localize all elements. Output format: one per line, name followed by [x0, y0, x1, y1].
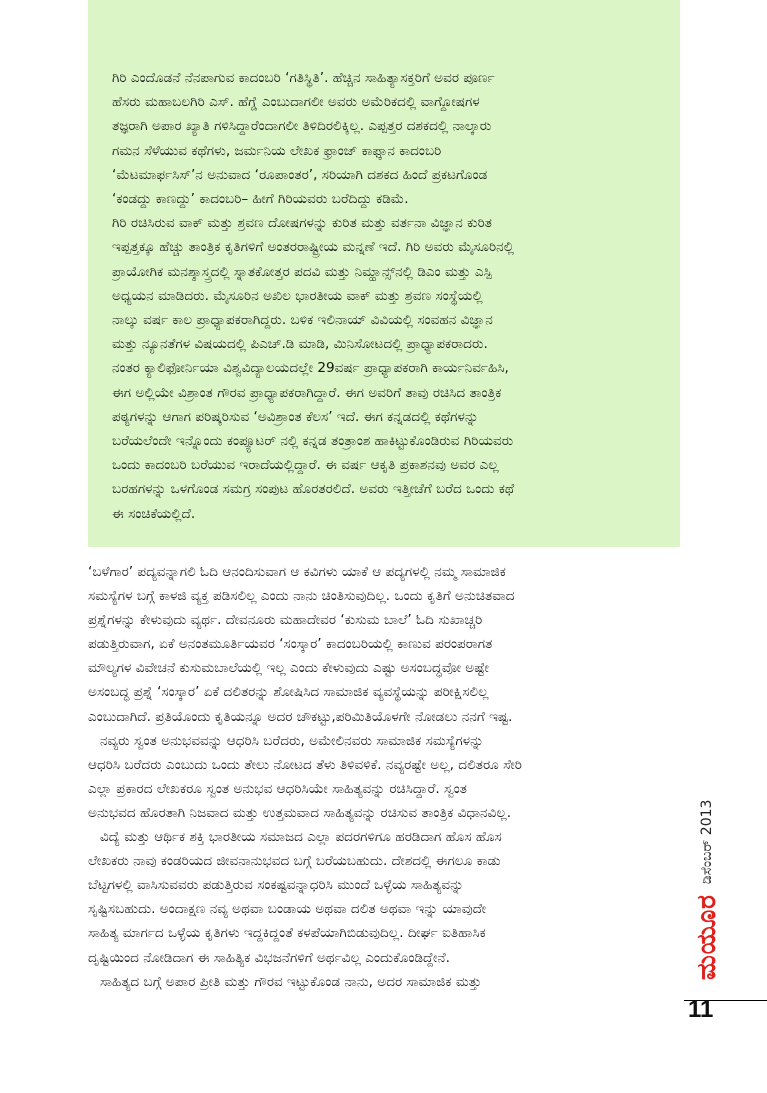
- sidebar-line: ಇಪ್ಪತ್ತಕ್ಕೂ ಹೆಚ್ಚು ತಾಂತ್ರಿಕ ಕೃತಿಗಳಿಗೆ ಅಂತರರಾಷ್ಟ್ರೀಯ ಮನ್ನಣೆ ಇದೆ. ಗಿರಿ ಅವರು ಮೈಸೂರಿನಲ್ಲಿ: [112, 239, 514, 256]
- magazine-logo: ಮಯೂರ: [691, 894, 722, 980]
- issue-date: ಡಿಸೆಂಬರ್ 2013: [699, 799, 715, 885]
- sidebar-line: ಹೆಸರು ಮಹಾಬಲಗಿರಿ ಎಸ್. ಹೆಗ್ಡೆ ಎಂಬುದಾಗಲೀ ಅವರು ಅಮೆರಿಕದಲ್ಲಿ ವಾಗ್ದೋಷಗಳ: [112, 94, 480, 111]
- body-line: ಆಧರಿಸಿ ಬರೆದರು ಎಂಬುದು ಒಂದು ತೇಲು ನೋಟದ ತೆಳು ತಿಳಿವಳಿಕೆ. ನವ್ಯರಷ್ಟೇ ಅಲ್ಲ, ದಲಿತರೂ ಸೇರಿ: [88, 756, 522, 773]
- body-line: ಅನುಭವದ ಹೊರತಾಗಿ ನಿಜವಾದ ಮತ್ತು ಉತ್ತಮವಾದ ಸಾಹಿತ್ಯವನ್ನು ರಚಿಸುವ ತಾಂತ್ರಿಕ ವಿಧಾನವಿಲ್ಲ.: [88, 804, 512, 821]
- sidebar-line: ಗಮನ ಸೆಳೆಯುವ ಕಥೆಗಳು, ಜರ್ಮನಿಯ ಲೇಖಕ ಫ್ರಾಂಜ್ ಕಾಫ್ಕಾನ ಕಾದಂಬರಿ: [112, 142, 442, 159]
- sidebar-line: ಬರೆಯಲೆಂದೇ ಇನ್ನೊಂದು ಕಂಪ್ಯೂಟರ್ ನಲ್ಲಿ ಕನ್ನಡ ತಂತ್ರಾಂಶ ಹಾಕಿಟ್ಟುಕೊಂಡಿರುವ ಗಿರಿಯವರು: [112, 433, 514, 450]
- body-paragraph: [88, 970, 684, 994]
- sidebar-line: ಬರಹಗಳನ್ನು ಒಳಗೊಂಡ ಸಮಗ್ರ ಸಂಪುಟ ಹೊರತರಲಿದೆ. ಅವರು ಇತ್ತೀಚೆಗೆ ಬರೆದ ಒಂದು ಕಥೆ: [112, 481, 515, 498]
- sidebar-line: ಅಧ್ಯಯನ ಮಾಡಿದರು. ಮೈಸೂರಿನ ಅಖಿಲ ಭಾರತೀಯ ವಾಕ್ ಮತ್ತು ಶ್ರವಣ ಸಂಸ್ಥೆಯಲ್ಲಿ: [112, 287, 483, 304]
- body-line: ಬೆಟ್ಟಗಳಲ್ಲಿ ವಾಸಿಸುವವರು ಪಡುತ್ತಿರುವ ಸಂಕಷ್ಟವನ್ನಾಧರಿಸಿ ಮುಂದೆ ಒಳ್ಳೆಯ ಸಾಹಿತ್ಯವನ್ನು: [88, 877, 464, 894]
- body-line: ನವ್ಯರು ಸ್ವಂತ ಅನುಭವವನ್ನು ಆಧರಿಸಿ ಬರೆದರು, ಅಮೇಲಿನವರು ಸಾಮಾಜಿಕ ಸಮಸ್ಯೆಗಳನ್ನು: [100, 732, 484, 749]
- page-number: 11: [688, 996, 714, 1023]
- body-line: ಸಾಹಿತ್ಯ ಮಾರ್ಗದ ಒಳ್ಳೆಯ ಕೃತಿಗಳು ಇದ್ದಕಿದ್ದಂತೆ ಕಳಪೆಯಾಗಿಬಿಡುವುದಿಲ್ಲ. ದೀರ್ಘ ಐತಿಹಾಸಿಕ: [88, 925, 486, 942]
- body-line: ಪ್ರಶ್ನೆಗಳನ್ನು ಕೇಳುವುದು ವ್ಯರ್ಥ. ದೇವನೂರು ಮಹಾದೇವರ ‘ಕುಸುಮ ಬಾಲೆ’ ಓದಿ ಸುಖಾಚ್ಚರಿ: [88, 612, 483, 629]
- body-line: ಸೃಷ್ಟಿಸಬಹುದು. ಅಂದಾಕ್ಷಣ ನವ್ಯ ಅಥವಾ ಬಂಡಾಯ ಅಥವಾ ದಲಿತ ಅಥವಾ ಇನ್ನು ಯಾವುದೇ: [88, 901, 487, 918]
- sidebar-box-text: [112, 66, 668, 526]
- body-paragraph: [88, 729, 684, 825]
- sidebar-line: ಗಿರಿ ರಚಿಸಿರುವ ವಾಕ್ ಮತ್ತು ಶ್ರವಣ ದೋಷಗಳನ್ನು ಕುರಿತ ಮತ್ತು ವರ್ತನಾ ವಿಜ್ಞಾನ ಕುರಿತ: [112, 215, 492, 232]
- body-line: ‘ಬಳೆಗಾರ’ ಪದ್ಯವನ್ನಾಗಲಿ ಓದಿ ಆನಂದಿಸುವಾಗ ಆ ಕವಿಗಳು ಯಾಕೆ ಆ ಪದ್ಯಗಳಲ್ಲಿ ನಮ್ಮ ಸಾಮಾಜಿಕ: [88, 564, 506, 580]
- body-line: ಅಸಂಬದ್ಧ ಪ್ರಶ್ನೆ ‘ಸಂಸ್ಕಾರ’ ಏಕೆ ದಲಿತರನ್ನು ಶೋಷಿಸಿದ ಸಾಮಾಜಿಕ ವ್ಯವಸ್ಥೆಯನ್ನು ಪರೀಕ್ಷಿಸಲಿಲ್ಲ: [88, 684, 489, 701]
- body-line: ಪಡುತ್ತಿರುವಾಗ, ಏಕೆ ಅನಂತಮೂರ್ತಿಯವರ ‘ಸಂಸ್ಕಾರ’ ಕಾದಂಬರಿಯಲ್ಲಿ ಕಾಣುವ ಪರಂಪರಾಗತ: [88, 636, 493, 653]
- article-body: [88, 560, 684, 994]
- sidebar-line: ಪಠ್ಯಗಳನ್ನು ಆಗಾಗ ಪರಿಷ್ಕರಿಸುವ ‘ಅವಿಶ್ರಾಂತ ಕೆಲಸ’ ಇದೆ. ಈಗ ಕನ್ನಡದಲ್ಲಿ ಕಥೆಗಳನ್ನು: [112, 408, 479, 425]
- sidebar-line: ತಜ್ಞರಾಗಿ ಅಪಾರ ಖ್ಯಾತಿ ಗಳಿಸಿದ್ದಾರೆಂದಾಗಲೀ ತಿಳಿದಿರಲಿಕ್ಕಿಲ್ಲ. ಎಪ್ಪತ್ತರ ದಶಕದಲ್ಲಿ ನಾಲ್ಕಾರು: [112, 118, 492, 135]
- body-line: ಸಾಹಿತ್ಯದ ಬಗ್ಗೆ ಅಪಾರ ಪ್ರೀತಿ ಮತ್ತು ಗೌರವ ಇಟ್ಟುಕೊಂಡ ನಾನು, ಅದರ ಸಾಮಾಜಿಕ ಮತ್ತು: [100, 973, 482, 990]
- body-line: ಎಂಬುದಾಗಿದೆ. ಪ್ರತಿಯೊಂದು ಕೃತಿಯನ್ನೂ ಅದರ ಚೌಕಟ್ಟು,ಪರಿಮಿತಿಯೊಳಗೇ ನೋಡಲು ನನಗೆ ಇಷ್ಟ.: [88, 708, 513, 725]
- sidebar-line: ನಾಲ್ಕು ವರ್ಷ ಕಾಲ ಪ್ರಾಧ್ಯಾಪಕರಾಗಿದ್ದರು. ಬಳಿಕ ಇಲಿನಾಯ್ ವಿವಿಯಲ್ಲಿ ಸಂವಹನ ವಿಜ್ಞಾನ: [112, 312, 493, 329]
- sidebar-line: ಈಗ ಅಲ್ಲಿಯೇ ವಿಶ್ರಾಂತ ಗೌರವ ಪ್ರಾಧ್ಯಾಪಕರಾಗಿದ್ದಾರೆ. ಈಗ ಅವರಿಗೆ ತಾವು ರಚಿಸಿದ ತಾಂತ್ರಿಕ: [112, 384, 502, 401]
- body-line: ಲೇಖಕರು ನಾವು ಕಂಡರಿಯದ ಜೀವನಾನುಭವದ ಬಗ್ಗೆ ಬರೆಯಬಹುದು. ದೇಶದಲ್ಲಿ ಈಗಲೂ ಕಾಡು: [88, 853, 501, 870]
- sidebar-line: ಒಂದು ಕಾದಂಬರಿ ಬರೆಯುವ ಇರಾದೆಯಲ್ಲಿದ್ದಾರೆ. ಈ ವರ್ಷ ಆಕೃತಿ ಪ್ರಕಾಶನವು ಅವರ ಎಲ್ಲ: [112, 457, 499, 474]
- body-line: ಎಲ್ಲಾ ಪ್ರಕಾರದ ಲೇಖಕರೂ ಸ್ವಂತ ಅನುಭವ ಆಧರಿಸಿಯೇ ಸಾಹಿತ್ಯವನ್ನು ರಚಿಸಿದ್ದಾರೆ. ಸ್ವಂತ: [88, 780, 467, 797]
- magazine-footer-vertical: [692, 780, 722, 980]
- sidebar-line: ಈ ಸಂಚಿಕೆಯಲ್ಲಿದೆ.: [112, 505, 196, 522]
- body-line: ವಿದ್ಯೆ ಮತ್ತು ಆರ್ಥಿಕ ಶಕ್ತಿ ಭಾರತೀಯ ಸಮಾಜದ ಎಲ್ಲಾ ಪದರಗಳಿಗೂ ಹರಡಿದಾಗ ಹೊಸ ಹೊಸ: [100, 829, 502, 846]
- sidebar-line: ಗಿರಿ ಎಂದೊಡನೆ ನೆನಪಾಗುವ ಕಾದಂಬರಿ ‘ಗತಿಸ್ಥಿತಿ’. ಹೆಚ್ಚಿನ ಸಾಹಿತ್ಯಾಸಕ್ತರಿಗೆ ಅವರ ಪೂರ್ಣ: [112, 70, 495, 86]
- sidebar-line: ಮತ್ತು ನ್ಯೂನತೆಗಳ ವಿಷಯದಲ್ಲಿ ಪಿಎಚ್.ಡಿ ಮಾಡಿ, ಮಿನಿಸೋಟದಲ್ಲಿ ಪ್ರಾಧ್ಯಾಪಕರಾದರು.: [112, 336, 488, 353]
- sidebar-line: ‘ಕಂಡದ್ದು ಕಾಣದ್ದು’ ಕಾದಂಬರಿ– ಹೀಗೆ ಗಿರಿಯವರು ಬರೆದಿದ್ದು ಕಡಿಮೆ.: [112, 191, 409, 208]
- body-line: ದೃಷ್ಟಿಯಿಂದ ನೋಡಿದಾಗ ಈ ಸಾಹಿತ್ಯಿಕ ವಿಭಜನೆಗಳಿಗೆ ಅರ್ಥವಿಲ್ಲ ಎಂದುಕೊಂಡಿದ್ದೇನೆ.: [88, 949, 450, 966]
- body-line: ಮೌಲ್ಯಗಳ ವಿವೇಚನೆ ಕುಸುಮಬಾಲೆಯಲ್ಲಿ ಇಲ್ಲ ಎಂದು ಕೇಳುವುದು ಎಷ್ಟು ಅಸಂಬದ್ಧವೋ ಅಷ್ಟೇ: [88, 660, 489, 677]
- body-line: ಸಮಸ್ಯೆಗಳ ಬಗ್ಗೆ ಕಾಳಜಿ ವ್ಯಕ್ತ ಪಡಿಸಲಿಲ್ಲ ಎಂದು ನಾನು ಚಿಂತಿಸುವುದಿಲ್ಲ. ಒಂದು ಕೃತಿಗೆ ಅನುಚಿತವಾದ: [88, 588, 515, 605]
- body-paragraph: [88, 560, 684, 729]
- sidebar-line: ನಂತರ ಕ್ಯಾಲಿಫೋರ್ನಿಯಾ ವಿಶ್ವವಿದ್ಯಾಲಯದಲ್ಲೇ 29ವರ್ಷ ಪ್ರಾಧ್ಯಾಪಕರಾಗಿ ಕಾರ್ಯನಿರ್ವಹಿಸಿ,: [112, 360, 509, 377]
- body-paragraph: [88, 825, 684, 970]
- sidebar-line: ‘ಮೆಟಮಾರ್ಫಸಿಸ್’ನ ಅನುವಾದ ‘ರೂಪಾಂತರ’, ಸರಿಯಾಗಿ ದಶಕದ ಹಿಂದೆ ಪ್ರಕಟಗೊಂಡ: [112, 166, 488, 183]
- sidebar-line: ಪ್ರಾಯೋಗಿಕ ಮನಶ್ಶಾಸ್ತ್ರದಲ್ಲಿ ಸ್ನಾತಕೋತ್ತರ ಪದವಿ ಮತ್ತು ನಿಮ್ಹಾನ್ಸ್‌ನಲ್ಲಿ ಡಿಎಂ ಮತ್ತು ಎಸ್ಪಿ: [112, 263, 492, 280]
